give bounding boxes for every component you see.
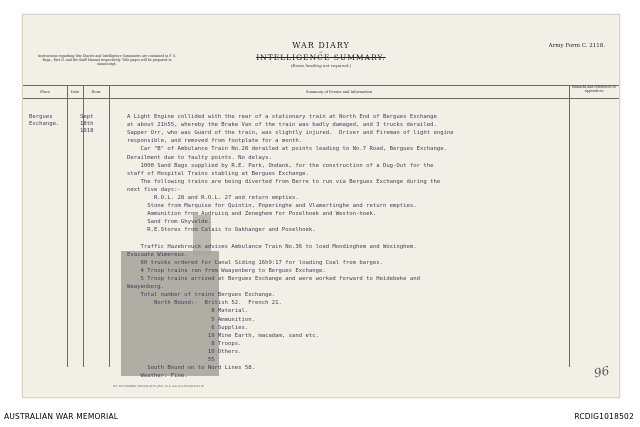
summary-line: Traffic Hazebrouck advises Ambulance Train No.36 to load Mondinghem and Wosinghem. — [127, 243, 417, 250]
summary-line: The following trains are being diverted from Berre to run via Bergues Exchange during the — [127, 178, 441, 185]
war-diary-page — [22, 14, 620, 398]
column-header-hour: Hour — [91, 90, 101, 94]
summary-line: 19 Mine Earth, macadam, sand etc. — [127, 332, 319, 339]
column-header-date: Date — [70, 90, 80, 94]
form-reference: Army Form C. 2118. — [548, 43, 605, 49]
summary-line: Ammunition from Audruicq and Zeneghem for Poselhoek and Weston-hoek. — [127, 211, 377, 218]
summary-line: North Bound:- British 52. French 21. — [127, 300, 282, 307]
summary-line: R.E.Stores from Calais to Oakhanger and Poselhoek. — [127, 227, 316, 234]
summary-line: 6 Supplies. — [127, 324, 249, 331]
summary-line: 1000 Sand Bags supplied by R.E. Park, Ondank, for the construction of a Dug-Out for the — [127, 162, 434, 169]
summary-line: Sand from Ghyvelde. — [127, 219, 212, 226]
summary-line: 5 Ammunition. — [127, 316, 255, 323]
page-title: WAR DIARY — [292, 41, 350, 50]
summary-line: South Bound on to Nord Lines 58. — [127, 365, 255, 372]
summary-line: 5 Troop trains arrived at Bergues Exchange and were worked forward to Heidebeke and — [127, 276, 420, 282]
summary-line: Total number of trains Bergues Exchange. — [127, 292, 276, 299]
summary-line: A Light Engine collided with the rear of a stationary train at North End of Bergues Exchange — [127, 114, 437, 120]
column-header-remarks: Remarks and references to Appendices — [572, 85, 616, 93]
entry-date: Sept 18th 1918 — [80, 114, 94, 134]
instructions-note: Instructions regarding War Diaries and Intelligence Summaries are contained in F. S. Regs., Part II. and the Staff Manual respectively. Title pages will be prepared in manuscript. — [37, 54, 177, 67]
summary-line: 55 — [127, 357, 215, 363]
summary-line: at about 21h55, whereby the Brake Van of the train was badly damaged, and 3 trucks derailed. — [127, 122, 437, 129]
summary-line: 60 trucks ordered for Canal Siding 16h9:17 for loading Coal from barges. — [127, 259, 383, 266]
summary-line: R.O.L. 28 and R.O.L. 27 and return empties. — [127, 195, 299, 201]
summary-line: 10 Others. — [127, 348, 242, 355]
summary-line: responsible, and removed from footplate for a month. — [127, 138, 303, 145]
erase-note: (Erase heading not required.) — [290, 63, 352, 68]
page-subtitle: INTELLIGENCE SUMMARY. — [256, 53, 386, 62]
col-divider-remarks — [569, 85, 570, 367]
title-or: or — [319, 50, 323, 54]
summary-line: 4 Troop trains ran from Waayenberg to Bergues Exchange. — [127, 267, 326, 274]
summary-line: Weather: Fine. — [127, 373, 188, 380]
credit-reference: RCDIG1018502 — [574, 412, 634, 421]
summary-line: staff of Hospital Trains stabling at Bergues Exchange. — [127, 170, 309, 177]
summary-line: Sapper Orr, who was Guard of the train, was slightly injured. Driver and Fireman of light engine — [127, 130, 454, 137]
credit-institution: AUSTRALIAN WAR MEMORIAL — [4, 412, 119, 421]
summary-line: 8 Troops. — [127, 340, 242, 347]
column-header-summary: Summary of Events and Information — [305, 90, 373, 94]
summary-line: next five days:- — [127, 186, 181, 193]
summary-line: Car "B" of Ambulance Train No.28 derailed at points leading to No.7 Road, Bergues Exchange. — [127, 146, 447, 153]
entry-place: Bergues Exchange. — [29, 114, 60, 127]
summary-line: Derailment due to faulty points. No delays. — [127, 154, 272, 161]
page-number: 96 — [592, 363, 611, 381]
print-note: Wt. W1700/M95 500,000 4/15 J.B.C. & A. A.D.S.S./Forms/C2118 — [113, 384, 204, 388]
table-header-rule — [23, 98, 619, 99]
summary-line: Stone from Marquise for Quintin, Poperinghe and Vlamertinghe and return empties. — [127, 203, 417, 210]
table-top-rule — [23, 85, 619, 86]
summary-line: Evacuate Wimereux. — [127, 251, 188, 258]
column-header-place: Place — [40, 90, 50, 94]
col-divider-hour — [109, 85, 110, 367]
col-divider-place — [67, 85, 68, 367]
summary-line: Waayenberg. — [127, 284, 165, 291]
summary-line: 8 Material. — [127, 308, 249, 315]
